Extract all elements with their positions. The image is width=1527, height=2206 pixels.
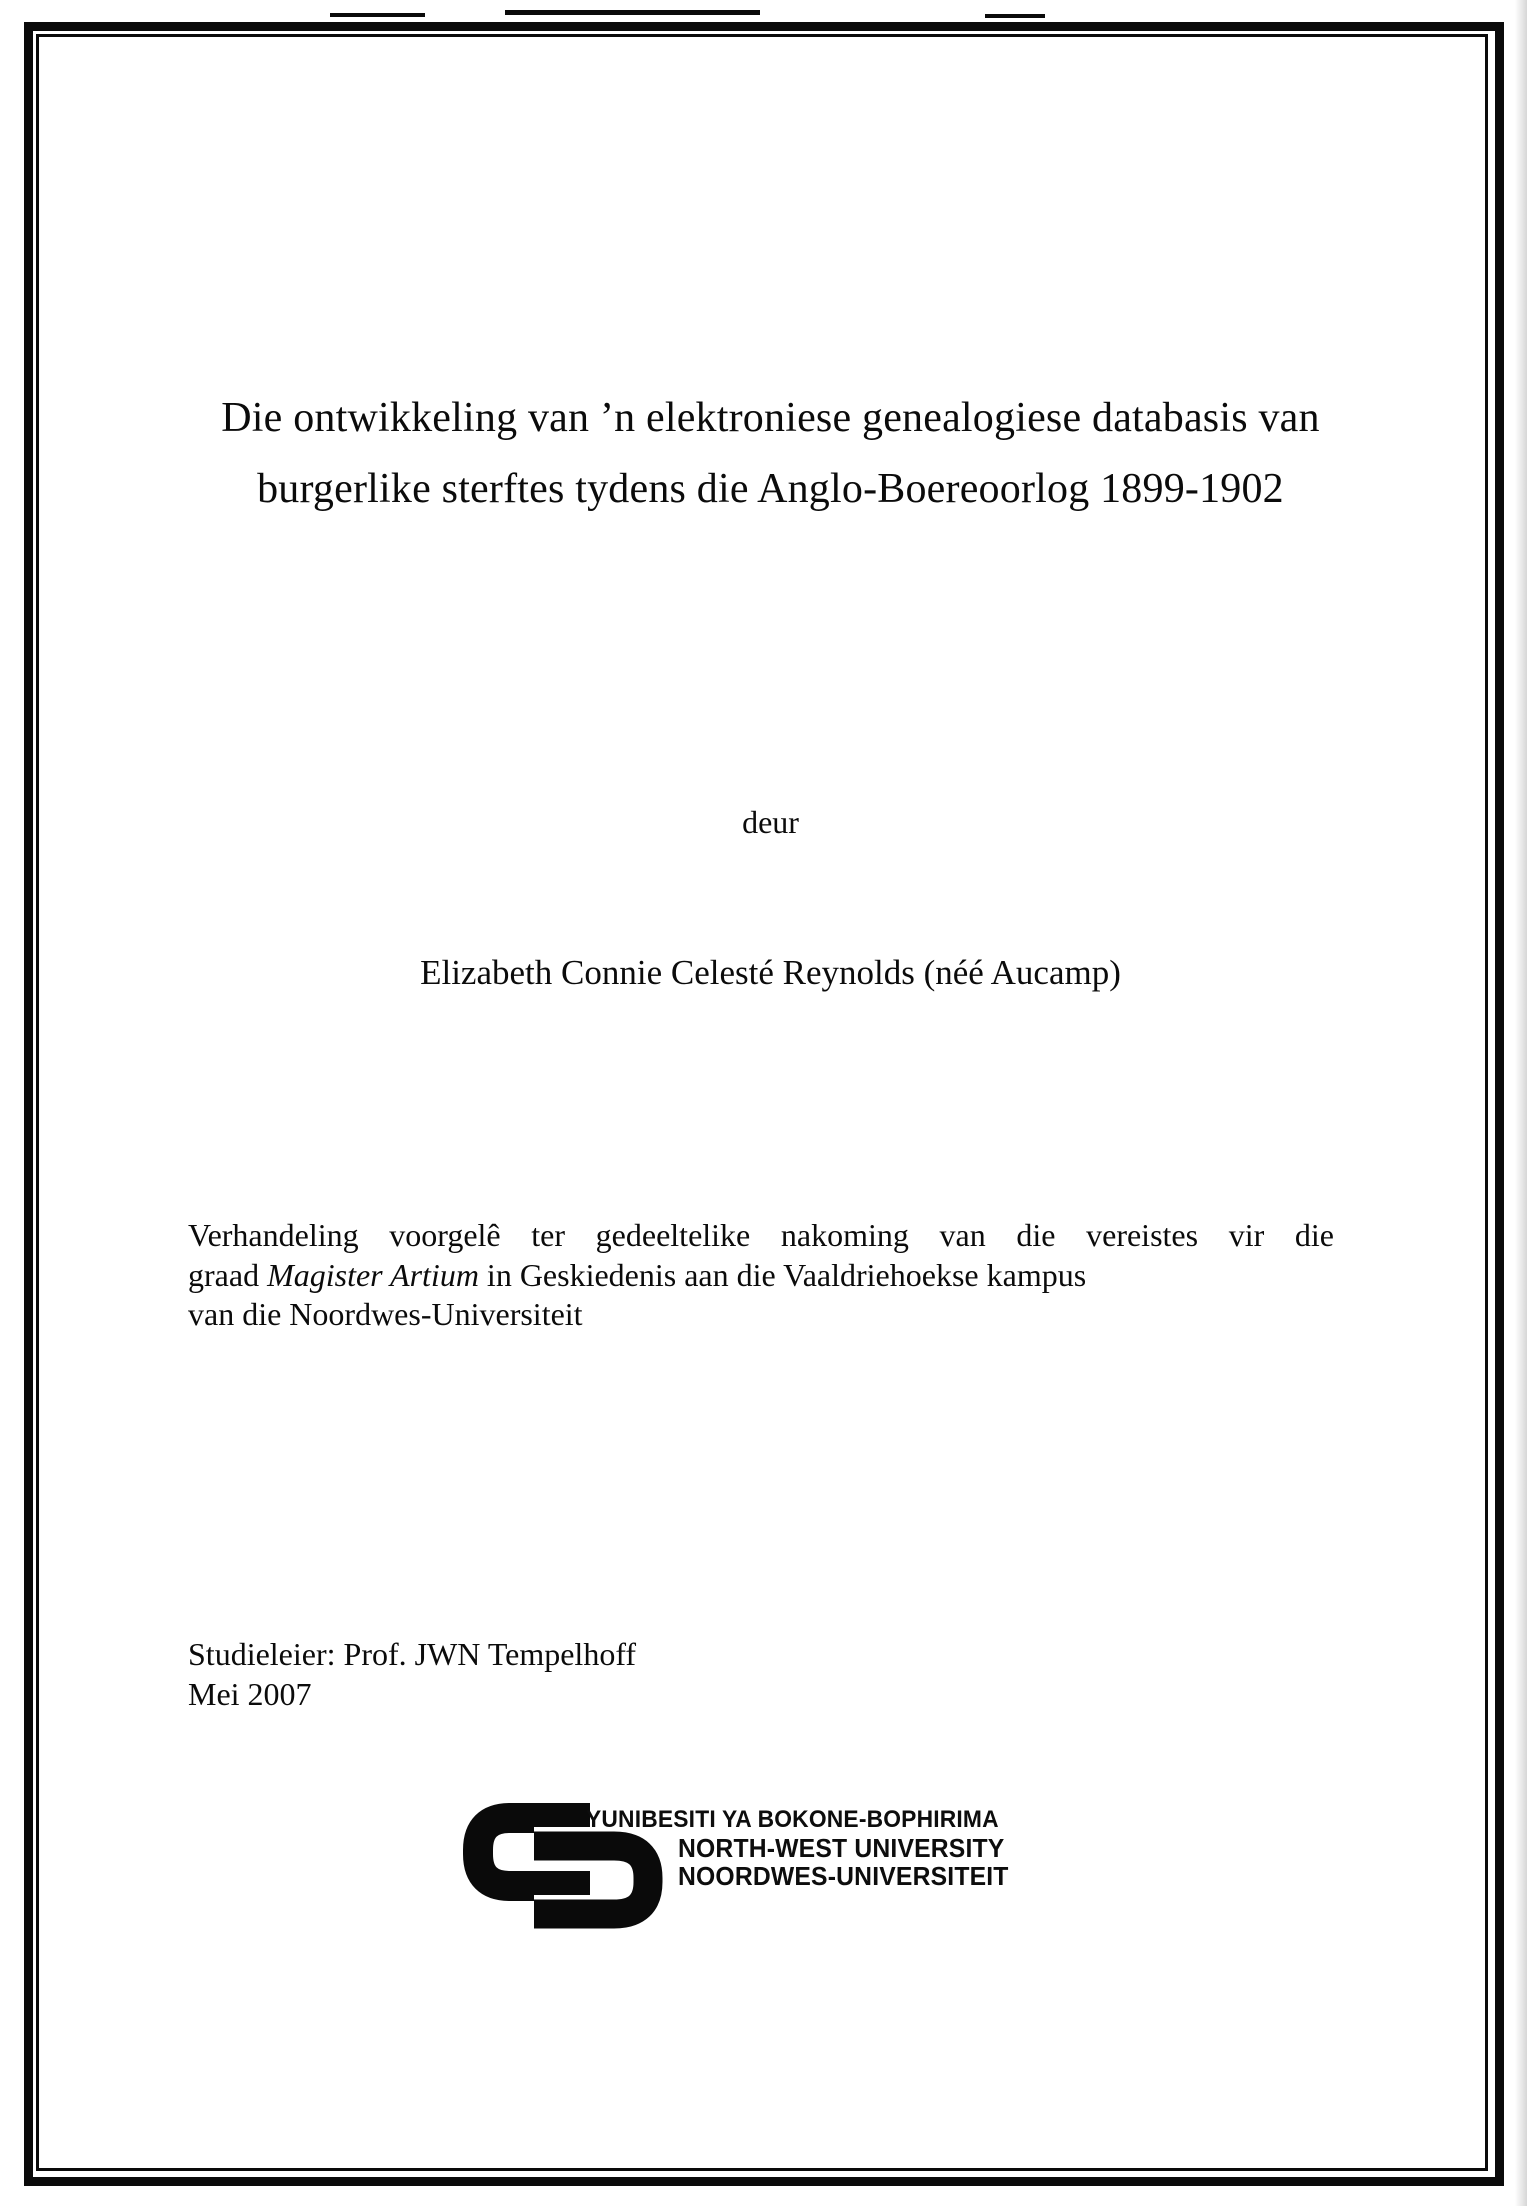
thesis-title-line1: Die ontwikkeling van ’n elektroniese genealogiese databasis van [221, 395, 1320, 441]
thesis-title-line2: burgerlike sterftes tydens die Anglo-Boereoorlog 1899-1902 [257, 466, 1284, 512]
statement-line2-before: graad [188, 1256, 268, 1293]
university-logo [462, 1802, 1072, 1937]
logo-text-afrikaans: NOORDWES-UNIVERSITEIT [678, 1861, 1009, 1891]
submission-statement [188, 1216, 1334, 1335]
thesis-title [40, 383, 1501, 525]
statement-line2 [188, 1256, 1334, 1296]
author-name: Elizabeth Connie Celesté Reynolds (néé Aucamp) [420, 953, 1121, 992]
logo-text-english: NORTH-WEST UNIVERSITY [678, 1833, 1005, 1863]
statement-line3: van die Noordwes-Universiteit [188, 1296, 583, 1332]
degree-name: Magister Artium [267, 1256, 479, 1293]
byline: deur [742, 804, 799, 840]
statement-line1: Verhandeling voorgelê ter gedeeltelike nakoming van die vereistes vir die [188, 1217, 1334, 1253]
scan-artifact [330, 13, 425, 17]
scan-artifact [985, 14, 1045, 18]
statement-line2-after: in Geskiedenis aan die Vaaldriehoekse kampus [478, 1256, 1087, 1293]
scan-edge-shadow [1515, 0, 1527, 2206]
scan-artifact [505, 10, 760, 15]
university-logo-text [586, 1805, 1026, 1890]
logo-text-setswana: YUNIBESITI YA BOKONE-BOPHIRIMA [586, 1806, 999, 1833]
supervisor-block [188, 1635, 636, 1714]
supervisor-line: Studieleier: Prof. JWN Tempelhoff [188, 1636, 637, 1672]
date-line: Mei 2007 [188, 1675, 312, 1712]
